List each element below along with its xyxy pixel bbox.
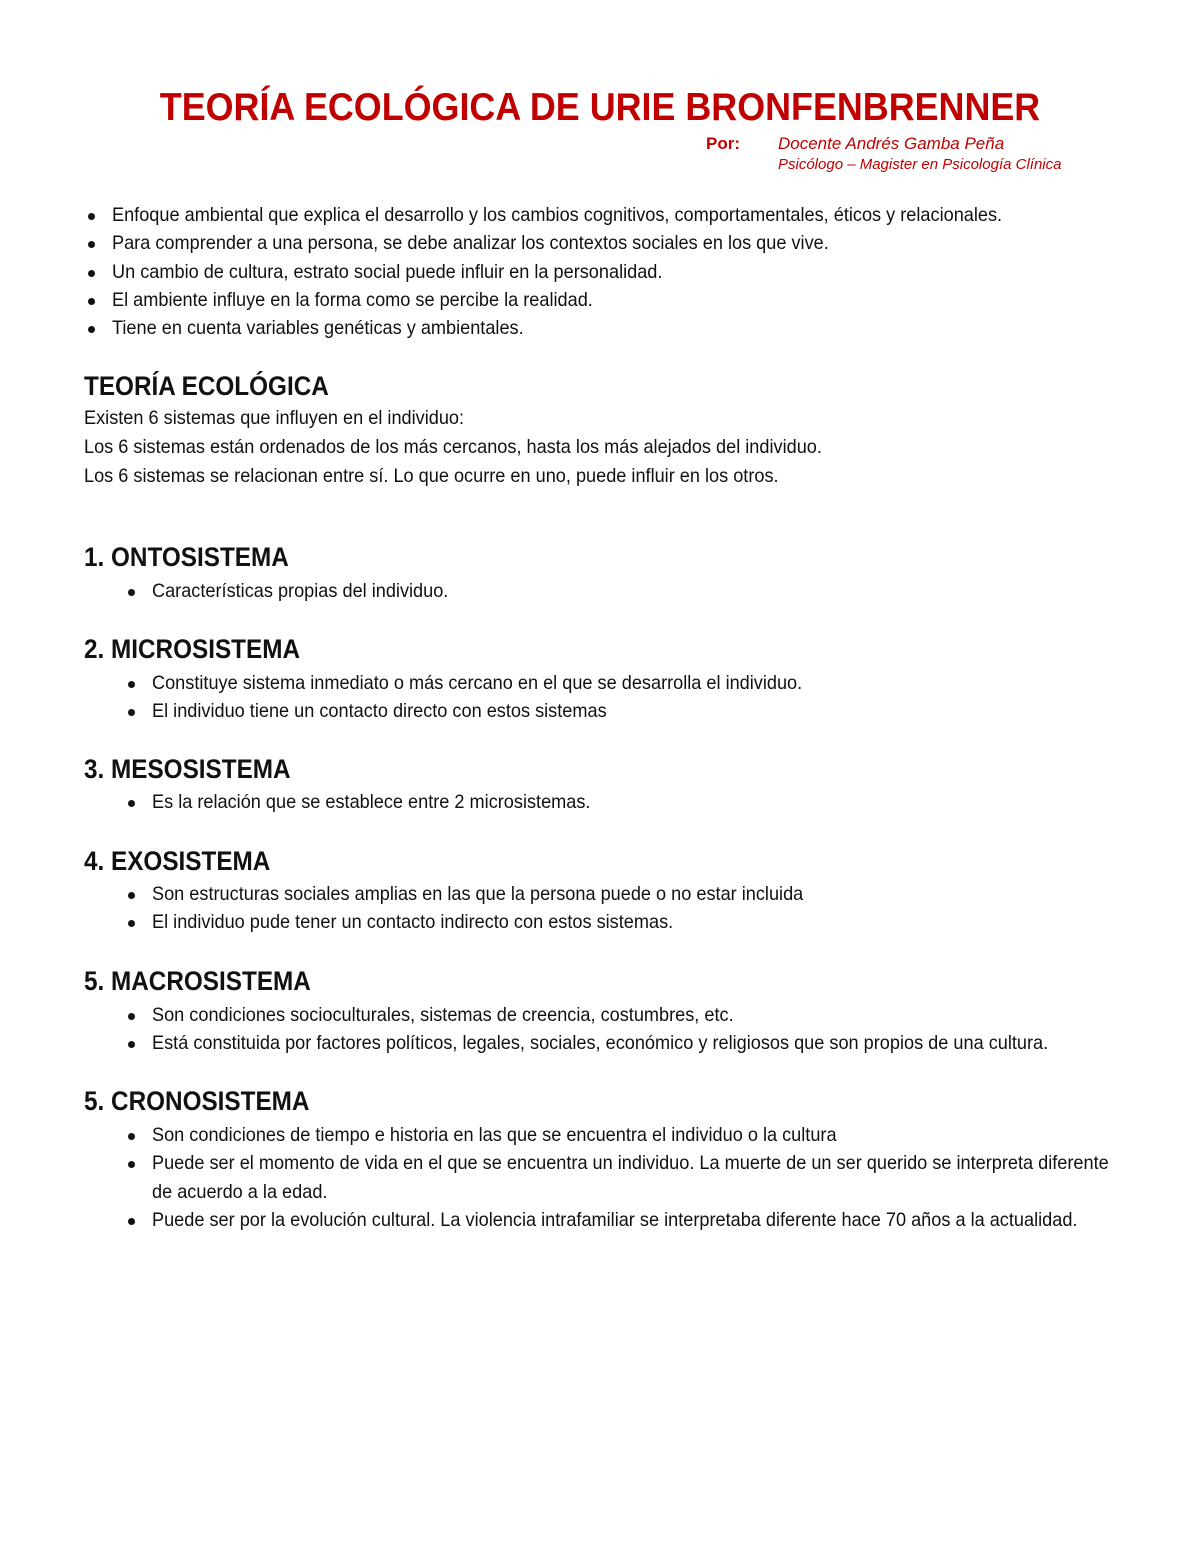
author-name: Docente Andrés Gamba Peña bbox=[778, 134, 1005, 153]
section-heading-macrosistema: 5. MACROSISTEMA bbox=[84, 966, 311, 996]
bullet-icon bbox=[128, 892, 135, 899]
list-item: Es la relación que se establece entre 2 microsistemas. bbox=[124, 788, 623, 816]
list-item: Puede ser por la evolución cultural. La violencia intrafamiliar se interpretaba diferente hace 70 años a la actualidad. bbox=[124, 1206, 1192, 1234]
bullet-icon bbox=[128, 1133, 135, 1140]
byline-label: Por: bbox=[706, 134, 740, 153]
bullet-icon bbox=[128, 1218, 135, 1225]
bullet-icon bbox=[128, 1013, 135, 1020]
bullet-icon bbox=[128, 1041, 135, 1048]
theory-line: Los 6 sistemas están ordenados de los más cercanos, hasta los más alejados del individuo. bbox=[84, 436, 822, 458]
theory-heading: TEORÍA ECOLÓGICA bbox=[84, 371, 329, 401]
bullet-icon bbox=[88, 270, 95, 277]
bullet-icon bbox=[128, 920, 135, 927]
bullet-icon bbox=[88, 213, 95, 220]
cronosistema-bullet-list bbox=[124, 1121, 1192, 1234]
bullet-icon bbox=[128, 709, 135, 716]
list-item: Para comprender a una persona, se debe analizar los contextos sociales en los que vive. bbox=[84, 229, 1069, 257]
author-role: Psicólogo – Magister en Psicología Clínica bbox=[778, 156, 1062, 173]
list-item: Está constituida por factores políticos, legales, sociales, económico y religiosos que son propios de una cultura. bbox=[124, 1029, 1116, 1057]
section-heading-cronosistema: 5. CRONOSISTEMA bbox=[84, 1086, 310, 1116]
list-item: Son estructuras sociales amplias en las que la persona puede o no estar incluida bbox=[124, 880, 852, 908]
bullet-icon bbox=[128, 800, 135, 807]
list-item: Un cambio de cultura, estrato social puede influir en la personalidad. bbox=[84, 258, 1069, 286]
intro-bullet-list bbox=[84, 201, 1069, 342]
bullet-icon bbox=[128, 1161, 135, 1168]
theory-line: Los 6 sistemas se relacionan entre sí. Lo que ocurre en uno, puede influir en los otros. bbox=[84, 465, 779, 487]
macrosistema-bullet-list bbox=[124, 1001, 1116, 1058]
bullet-icon bbox=[88, 298, 95, 305]
bullet-icon bbox=[88, 326, 95, 333]
document-title: TEORÍA ECOLÓGICA DE URIE BRONFENBRENNER bbox=[159, 86, 1041, 129]
bullet-icon bbox=[128, 681, 135, 688]
list-item: Constituye sistema inmediato o más cercano en el que se desarrolla el individuo. bbox=[124, 669, 851, 697]
exosistema-bullet-list bbox=[124, 880, 852, 937]
list-item: El individuo pude tener un contacto indirecto con estos sistemas. bbox=[124, 908, 852, 936]
section-heading-ontosistema: 1. ONTOSISTEMA bbox=[84, 542, 289, 572]
list-item: Son condiciones de tiempo e historia en las que se encuentra el individuo o la cultura bbox=[124, 1121, 1192, 1149]
mesosistema-bullet-list bbox=[124, 788, 623, 816]
section-heading-microsistema: 2. MICROSISTEMA bbox=[84, 634, 301, 664]
list-item: Tiene en cuenta variables genéticas y ambientales. bbox=[84, 314, 1069, 342]
list-item: El ambiente influye en la forma como se percibe la realidad. bbox=[84, 286, 1069, 314]
list-item: Enfoque ambiental que explica el desarrollo y los cambios cognitivos, comportamentales, éticos y relacionales. bbox=[84, 201, 1069, 229]
theory-paragraph bbox=[84, 404, 877, 491]
list-item: Son condiciones socioculturales, sistemas de creencia, costumbres, etc. bbox=[124, 1001, 1116, 1029]
section-heading-exosistema: 4. EXOSISTEMA bbox=[84, 846, 271, 876]
section-heading-mesosistema: 3. MESOSISTEMA bbox=[84, 754, 291, 784]
list-item: El individuo tiene un contacto directo con estos sistemas bbox=[124, 697, 851, 725]
bullet-icon bbox=[128, 589, 135, 596]
theory-line: Existen 6 sistemas que influyen en el individuo: bbox=[84, 407, 465, 429]
bullet-icon bbox=[88, 241, 95, 248]
list-item: Puede ser el momento de vida en el que se encuentra un individuo. La muerte de un ser querido se interpreta diferente de acuerdo a la edad. bbox=[124, 1149, 1192, 1206]
ontosistema-bullet-list bbox=[124, 577, 471, 605]
microsistema-bullet-list bbox=[124, 669, 851, 726]
list-item: Características propias del individuo. bbox=[124, 577, 471, 605]
